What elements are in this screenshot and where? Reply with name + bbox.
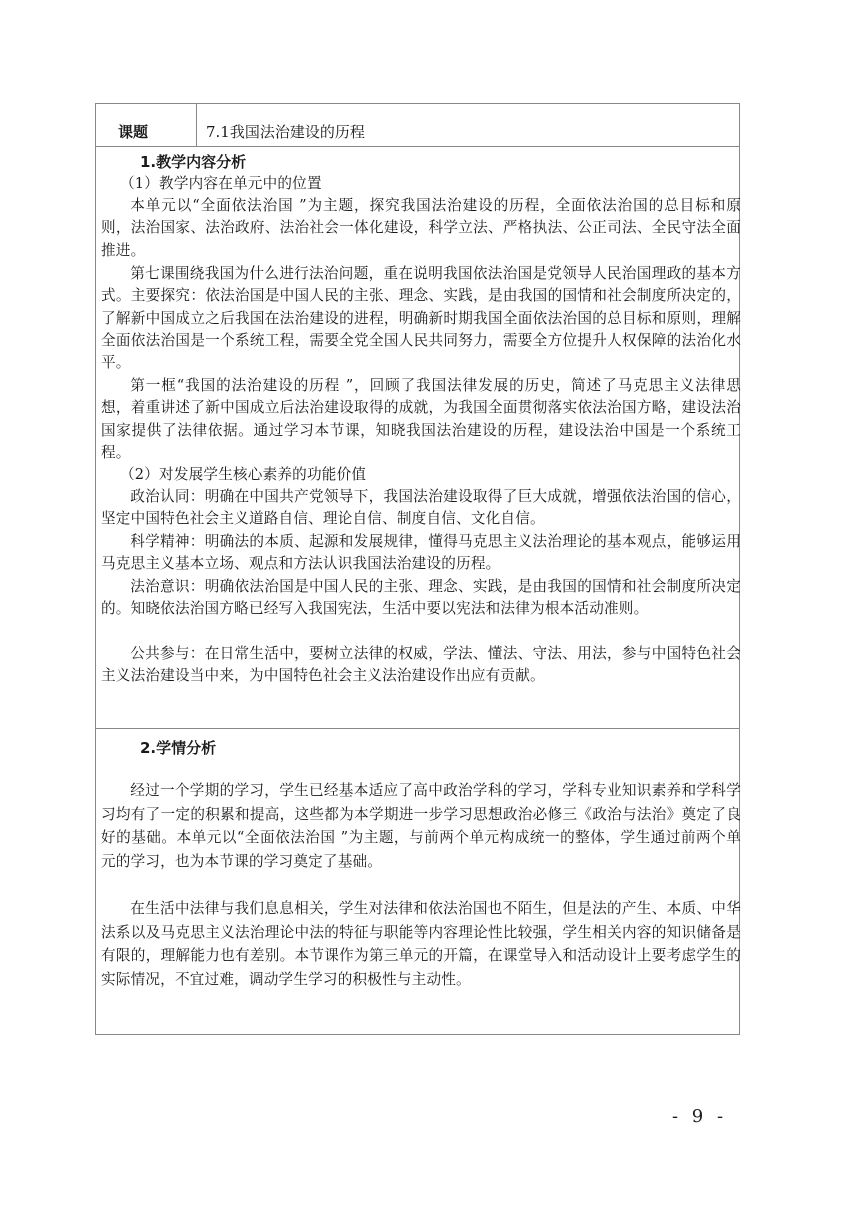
paragraph: 在生活中法律与我们息息相关，学生对法律和依法治国也不陌生，但是法的产生、本质、中华法系以及马克思主义法治理论中法的特征与职能等内容理论性比较强，学生相关内容的知识储备是有限的，理解能力也有差别。本节课作为第三单元的开篇，在课堂导入和活动设计上要考虑学生的实际情况，不宜过难，调动学生学习的积极性与主动性。: [101, 900, 741, 988]
paragraph: 政治认同：明确在中国共产党领导下，我国法治建设取得了巨大成就，增强依法治国的信心，坚定中国特色社会主义道路自信、理论自信、制度自信、文化自信。: [101, 488, 741, 528]
paragraph: 第一框“我国的法治建设的历程 ”，回顾了我国法律发展的历史，简述了马克思主义法律思想，着重讲述了新中国成立后法治建设取得的成就，为我国全面贯彻落实依法治国方略，建设法治国家提供了法律依据。通过学习本节课，知晓我国法治建设的历程，建设法治中国是一个系统工程。: [101, 377, 741, 461]
subheading: （1）教学内容在单元中的位置: [119, 175, 322, 192]
student-analysis-section: [96, 729, 739, 1034]
section-heading: 1.教学内容分析: [140, 153, 247, 171]
teaching-content-section: [96, 146, 739, 729]
title-row: [96, 104, 739, 147]
paragraph: 第七课围绕我国为什么进行法治问题，重在说明我国依法治国是党领导人民治国理政的基本方式。主要探究：依法治国是中国人民的主张、理念、实践，是由我国的国情和社会制度所决定的，了解新中国成立之后我国在法治建设的进程，明确新时期我国全面依法治国的总目标和原则，理解全面依法治国是一个系统工程，需要全党全国人民共同努力，需要全方位提升人权保障的法治化水平。: [101, 265, 741, 372]
topic-value: 7.1我国法治建设的历程: [206, 123, 365, 141]
paragraph: 科学精神：明确法的本质、起源和发展规律，懂得马克思主义法治理论的基本观点，能够运用马克思主义基本立场、观点和方法认识我国法治建设的历程。: [101, 533, 741, 573]
subheading: （2）对发展学生核心素养的功能价值: [119, 466, 367, 483]
paragraph: 法治意识：明确依法治国是中国人民的主张、理念、实践，是由我国的国情和社会制度所决定的。知晓依法治国方略已经写入我国宪法，生活中要以宪法和法律为根本活动准则。: [101, 578, 741, 618]
lesson-plan-table: [95, 103, 740, 1035]
paragraph: 公共参与：在日常生活中，要树立法律的权威，学法、懂法、守法、用法，参与中国特色社会主义法治建设当中来，为中国特色社会主义法治建设作出应有贡献。: [101, 645, 741, 685]
topic-label: 课题: [96, 104, 197, 146]
section-heading: 2.学情分析: [140, 739, 217, 757]
paragraph: 经过一个学期的学习，学生已经基本适应了高中政治学科的学习，学科专业知识素养和学科学习均有了一定的积累和提高，这些都为本学期进一步学习思想政治必修三《政治与法治》奠定了良好的基础。本单元以“全面依法治国 ”为主题，与前两个单元构成统一的整体，学生通过前两个单元的学习，也为本节课的学习奠定了基础。: [101, 782, 741, 870]
paragraph: 本单元以“全面依法治国 ”为主题，探究我国法治建设的历程，全面依法治国的总目标和原则，法治国家、法治政府、法治社会一体化建设，科学立法、严格执法、公正司法、全民守法全面推进。: [101, 197, 741, 259]
page-number: - 9 -: [672, 1106, 728, 1127]
